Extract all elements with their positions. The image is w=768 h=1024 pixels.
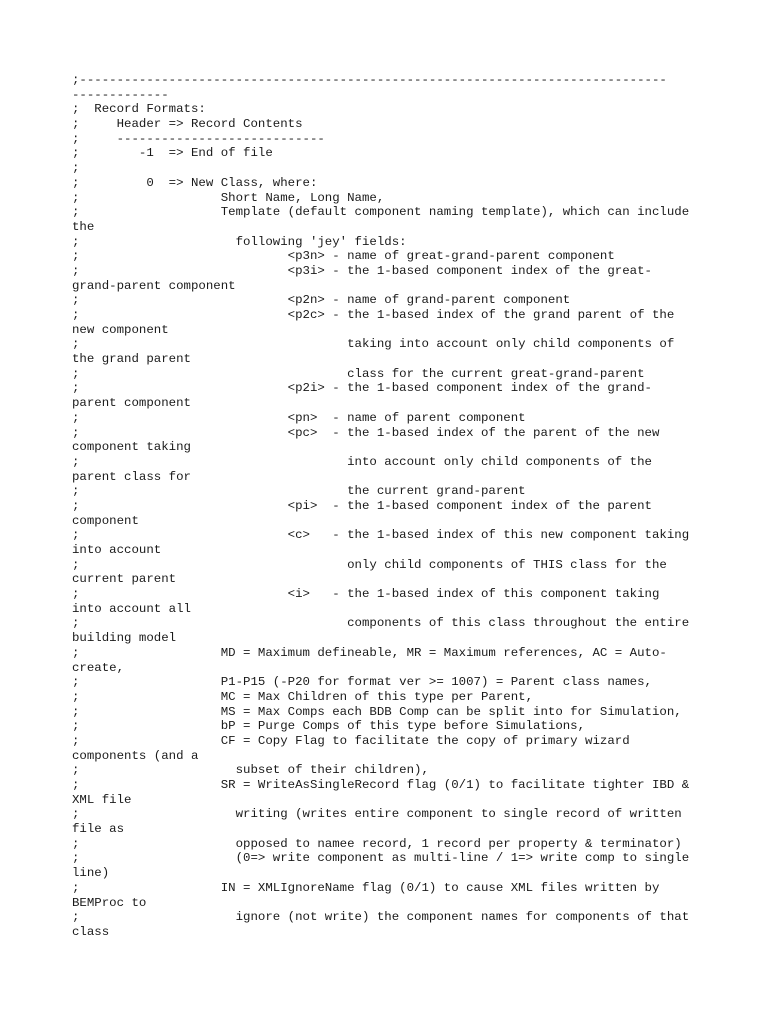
text-line: ; writing (writes entire component to single record of written — [72, 807, 682, 822]
text-line: components (and a — [72, 748, 199, 763]
text-line: ; class for the current great-grand-parent — [72, 366, 645, 381]
text-line: ; IN = XMLIgnoreName flag (0/1) to cause XML files written by — [72, 880, 660, 895]
text-line: file as — [72, 822, 125, 837]
text-line: grand-parent component — [72, 278, 236, 293]
text-line: ; Header => Record Contents — [72, 117, 303, 132]
text-line: line) — [72, 866, 110, 881]
text-line: ; -1 => End of file — [72, 146, 273, 161]
text-line: ; opposed to namee record, 1 record per property & terminator) — [72, 836, 682, 851]
text-line: ; Short Name, Long Name, — [72, 190, 385, 205]
text-line: ; <i> - the 1-based index of this component taking — [72, 587, 660, 602]
text-line: ; <p2i> - the 1-based component index of the grand- — [72, 381, 652, 396]
text-line: class — [72, 924, 110, 939]
text-line: component — [72, 513, 139, 528]
text-line: ; taking into account only child components of — [72, 337, 675, 352]
text-line: ; P1-P15 (-P20 for format ver >= 1007) = Parent class names, — [72, 675, 652, 690]
text-line: ; following 'jey' fields: — [72, 234, 407, 249]
text-line: ; <pi> - the 1-based component index of the parent — [72, 498, 652, 513]
text-line: ; bP = Purge Comps of this type before Simulations, — [72, 719, 586, 734]
text-line: ; Record Formats: — [72, 102, 206, 117]
text-line: ; the current grand-parent — [72, 484, 526, 499]
text-line: ; (0=> write component as multi-line / 1=> write comp to single — [72, 851, 690, 866]
text-line: ; ---------------------------- — [72, 131, 325, 146]
text-line: ; Template (default component naming template), which can include — [72, 205, 690, 220]
text-line: BEMProc to — [72, 895, 147, 910]
text-line: the grand parent — [72, 352, 191, 367]
text-line: parent class for — [72, 469, 191, 484]
text-line: ; 0 => New Class, where: — [72, 175, 318, 190]
text-line: create, — [72, 660, 125, 675]
text-line: into account all — [72, 601, 191, 616]
text-line: ; ignore (not write) the component names for components of that — [72, 910, 690, 925]
text-line: into account — [72, 543, 162, 557]
text-line: building model — [72, 631, 177, 646]
text-line: ; <p2n> - name of grand-parent component — [72, 293, 571, 308]
text-line: component taking — [72, 440, 191, 455]
text-line: ; SR = WriteAsSingleRecord flag (0/1) to facilitate tighter IBD & — [72, 778, 690, 792]
text-line: ; — [72, 161, 80, 176]
document-text — [72, 73, 700, 940]
text-line: ; <p3n> - name of great-grand-parent component — [72, 249, 615, 264]
text-line: ;------------------------------------------------------------------------------- — [72, 73, 667, 87]
text-line: ; MC = Max Children of this type per Parent, — [72, 689, 534, 704]
text-line: ; <p2c> - the 1-based index of the grand parent of the — [72, 308, 675, 322]
text-line: ; CF = Copy Flag to facilitate the copy of primary wizard — [72, 733, 630, 748]
text-line: ; <pn> - name of parent component — [72, 410, 526, 425]
text-line: ; <p3i> - the 1-based component index of the great- — [72, 263, 652, 278]
text-line: the — [72, 219, 95, 234]
text-line: parent component — [72, 396, 191, 411]
text-line: ; <c> - the 1-based index of this new component taking — [72, 528, 690, 543]
text-line: current parent — [72, 572, 177, 587]
text-line: ------------- — [72, 87, 169, 102]
text-line: ; <pc> - the 1-based index of the parent of the new — [72, 425, 660, 440]
text-line: ; components of this class throughout the entire — [72, 616, 690, 631]
text-line: ; MS = Max Comps each BDB Comp can be split into for Simulation, — [72, 704, 682, 719]
text-line: new component — [72, 322, 169, 337]
text-line: XML file — [72, 792, 132, 807]
text-line: ; subset of their children), — [72, 763, 429, 778]
text-line: ; MD = Maximum defineable, MR = Maximum references, AC = Auto- — [72, 645, 667, 660]
text-line: ; only child components of THIS class for the — [72, 557, 667, 572]
text-line: ; into account only child components of the — [72, 454, 652, 469]
